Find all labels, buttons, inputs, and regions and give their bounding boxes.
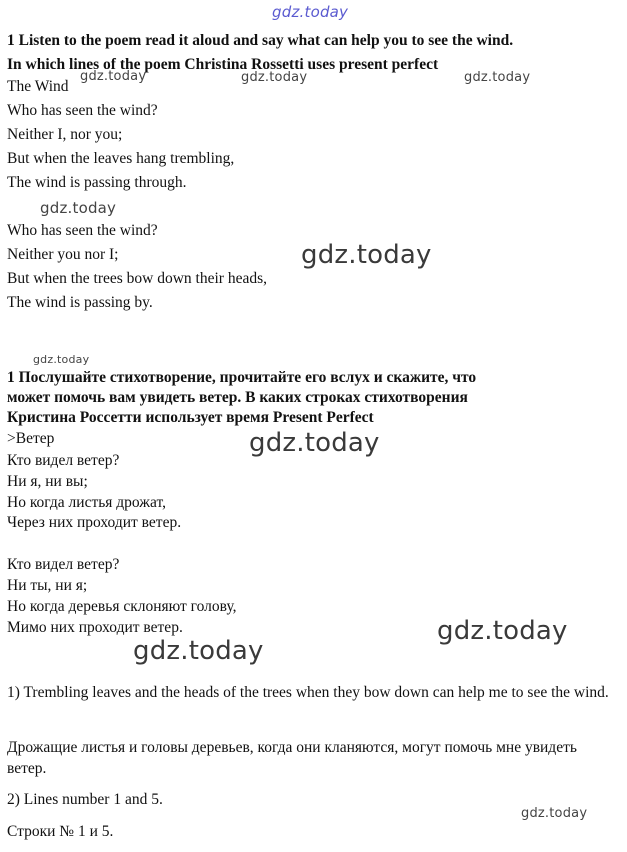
answer-1-en: 1) Trembling leaves and the heads of the trees when they bow down can help me to see the wind.	[7, 684, 609, 701]
poem-title-en: The Wind	[7, 78, 69, 95]
poem-line-ru: Но когда листья дрожат,	[7, 494, 166, 511]
poem-line-ru: Но когда деревья склоняют голову,	[7, 598, 237, 615]
watermark-large: gdz.today	[301, 240, 432, 270]
watermark: gdz.today	[33, 353, 90, 366]
watermark: gdz.today	[80, 69, 147, 84]
poem-line-en: But when the leaves hang trembling,	[7, 150, 235, 167]
poem-line-en: The wind is passing by.	[7, 294, 153, 311]
answer-2-ru: Строки № 1 и 5.	[7, 823, 114, 840]
poem-line-en: Neither I, nor you;	[7, 126, 123, 143]
answer-2-en: 2) Lines number 1 and 5.	[7, 791, 163, 808]
watermark-large: gdz.today	[437, 616, 568, 646]
poem-line-ru: Мимо них проходит ветер.	[7, 619, 183, 636]
poem-line-en: Neither you nor I;	[7, 246, 119, 263]
poem-line-en: Who has seen the wind?	[7, 222, 158, 239]
poem-line-en: The wind is passing through.	[7, 174, 187, 191]
poem-line-ru: Кто видел ветер?	[7, 452, 120, 469]
poem-line-ru: Ни я, ни вы;	[7, 473, 88, 490]
watermark-large: gdz.today	[133, 636, 264, 666]
watermark: gdz.today	[40, 199, 117, 217]
poem-line-ru: Ни ты, ни я;	[7, 577, 88, 594]
watermark-top: gdz.today	[272, 3, 349, 21]
watermark: gdz.today	[241, 70, 308, 85]
poem-title-ru: >Ветер	[7, 430, 55, 447]
poem-line-en: Who has seen the wind?	[7, 102, 158, 119]
answer-1-ru: Дрожащие листья и головы деревьев, когда они кланяются, могут помочь мне увидеть ветер.	[7, 739, 577, 777]
task-heading-ru-line1: 1 Послушайте стихотворение, прочитайте его вслух и скажите, что	[7, 369, 477, 386]
task-heading-ru-line3: Кристина Россетти использует время Present Perfect	[7, 409, 374, 426]
task-heading-ru-line2: может помочь вам увидеть ветер. В каких строках стихотворения	[7, 389, 468, 406]
poem-line-ru: Кто видел ветер?	[7, 556, 120, 573]
poem-line-en: But when the trees bow down their heads,	[7, 270, 267, 287]
watermark-large: gdz.today	[249, 428, 380, 458]
poem-line-ru: Через них проходит ветер.	[7, 514, 182, 531]
watermark: gdz.today	[521, 806, 588, 821]
task-heading-en-line1: 1 Listen to the poem read it aloud and say what can help you to see the wind.	[7, 32, 514, 49]
watermark: gdz.today	[464, 70, 531, 85]
task-heading-en-line2: In which lines of the poem Christina Rossetti uses present perfect	[7, 56, 439, 73]
